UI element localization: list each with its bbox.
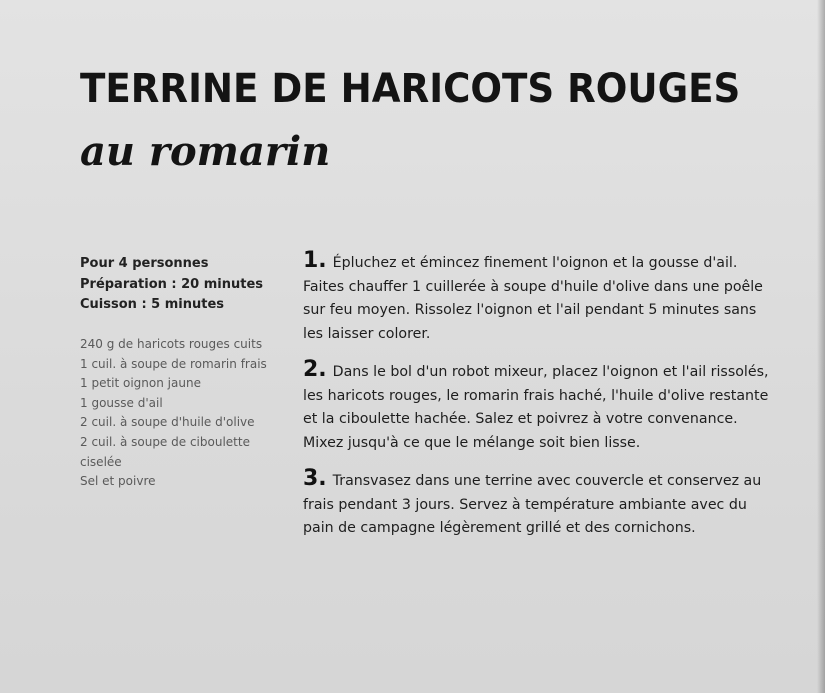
ingredient-item: 2 cuil. à soupe de ciboulette ciselée	[80, 434, 250, 469]
recipe-subtitle: au romarin	[80, 128, 331, 175]
recipe-step-1	[303, 249, 773, 346]
step-text: Transvasez dans une terrine avec couvercle et conservez au frais pendant 3 jours. Servez à température ambiante avec du pain de campagne légèrement grillé et des cornichons.	[303, 473, 762, 536]
ingredients-list	[80, 335, 270, 492]
step-number: 1.	[303, 248, 327, 273]
step-number: 2.	[303, 357, 327, 382]
page-edge-shadow	[817, 0, 825, 693]
recipe-step-3	[303, 467, 773, 541]
ingredient-item: 1 petit oignon jaune	[80, 376, 201, 391]
recipe-title: TERRINE DE HARICOTS ROUGES	[80, 66, 741, 112]
ingredient-item: Sel et poivre	[80, 474, 156, 489]
cook-time-text: Cuisson : 5 minutes	[80, 297, 225, 312]
ingredient-item: 1 gousse d'ail	[80, 395, 163, 410]
ingredient-item: 2 cuil. à soupe d'huile d'olive	[80, 415, 255, 430]
step-text: Dans le bol d'un robot mixeur, placez l'oignon et l'ail rissolés, les haricots rouges, le romarin frais haché, l'huile d'olive restante et la ciboulette hachée. Salez et poivrez à votre convenance. Mixez jusqu'à ce que le mélange soit bien lisse.	[303, 364, 769, 451]
recipe-steps	[303, 249, 773, 553]
servings-text: Pour 4 personnes	[80, 256, 209, 271]
step-number: 3.	[303, 466, 327, 491]
recipe-step-2	[303, 358, 773, 455]
ingredient-item: 240 g de haricots rouges cuits	[80, 337, 263, 351]
recipe-meta	[80, 254, 280, 316]
prep-time-text: Préparation : 20 minutes	[80, 276, 264, 292]
ingredient-item: 1 cuil. à soupe de romarin frais	[80, 356, 267, 371]
step-text: Épluchez et émincez finement l'oignon et la gousse d'ail. Faites chauffer 1 cuillerée à soupe d'huile d'olive dans une poêle sur feu moyen. Rissolez l'oignon et l'ail pendant 5 minutes sans les laisser colorer.	[303, 255, 763, 342]
